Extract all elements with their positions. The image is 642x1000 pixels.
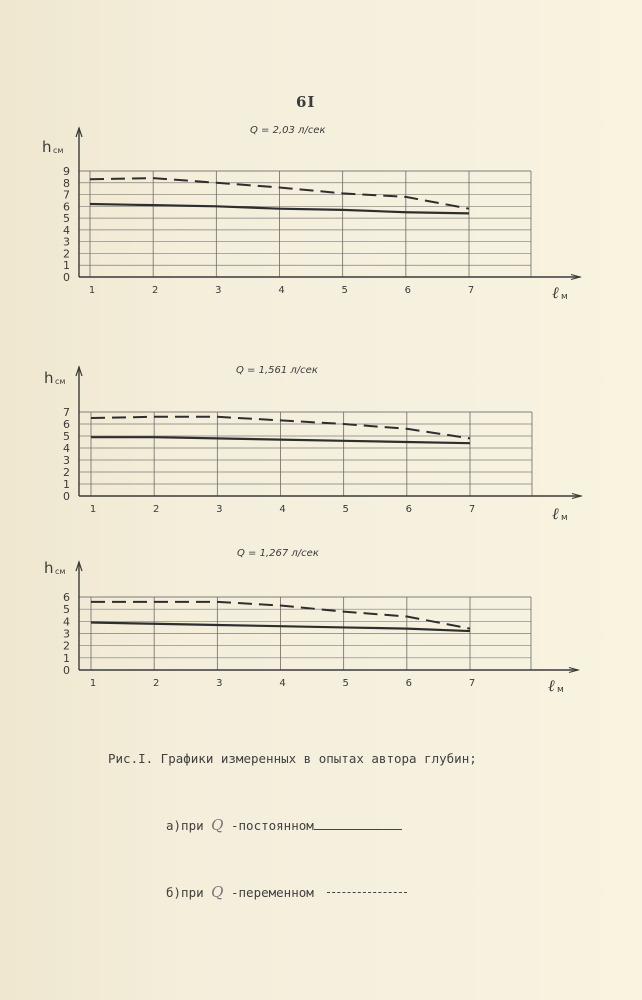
figure-caption (108, 704, 477, 948)
y-tick-label: 2 (63, 466, 70, 479)
y-tick-label: 3 (63, 454, 70, 467)
legend-item-variable (108, 881, 477, 904)
x-tick-label: 1 (88, 285, 96, 296)
x-tick-label: 3 (215, 285, 222, 296)
y-tick-label: 0 (63, 490, 70, 503)
x-tick-label: 5 (341, 285, 348, 296)
y-axis-unit: см (55, 567, 66, 576)
y-tick-label: 6 (63, 200, 70, 214)
x-tick-label: 2 (152, 678, 160, 689)
x-tick-label: 7 (468, 678, 476, 689)
chart-title: Q = 2,03 л/сек (250, 125, 326, 136)
legend-solid-line-icon (314, 829, 402, 830)
x-tick-label: 3 (216, 678, 223, 689)
caption-b-prefix: б)при (166, 885, 212, 900)
x-tick-label: 5 (342, 504, 349, 515)
y-tick-label: 4 (63, 615, 70, 629)
y-axis-label: h (42, 138, 52, 156)
y-axis-unit: см (55, 377, 66, 386)
x-axis-label: ℓ (552, 504, 559, 523)
x-axis-label: ℓ (552, 283, 559, 302)
legend-item-constant (108, 814, 477, 837)
caption-a-prefix: а)при (166, 818, 212, 833)
page-number: 6I (296, 93, 316, 111)
y-axis-label: h (44, 369, 54, 387)
x-axis-unit: м (561, 513, 568, 523)
y-tick-label: 7 (63, 188, 70, 202)
y-tick-label: 9 (63, 165, 70, 178)
y-tick-label: 0 (63, 271, 70, 284)
y-tick-label: 5 (63, 430, 70, 443)
y-tick-label: 1 (63, 651, 70, 665)
y-tick-label: 3 (63, 627, 70, 641)
y-tick-label: 2 (63, 639, 70, 653)
y-axis-unit: см (53, 146, 64, 155)
chart-title: Q = 1,267 л/сек (237, 548, 319, 559)
y-tick-label: 4 (63, 442, 70, 455)
x-tick-label: 6 (405, 678, 413, 689)
y-tick-label: 4 (63, 223, 70, 237)
x-tick-label: 6 (405, 504, 413, 515)
caption-title: Рис.I. Графики измеренных в опытах автора глубин; (108, 751, 477, 766)
x-tick-label: 4 (278, 285, 285, 296)
x-tick-label: 1 (89, 678, 97, 689)
x-axis-unit: м (557, 685, 564, 695)
y-tick-label: 6 (63, 591, 70, 604)
q-symbol: Q (211, 883, 224, 901)
y-tick-label: 5 (63, 212, 70, 226)
legend-dashed-line-icon (327, 892, 407, 893)
x-tick-label: 7 (467, 285, 475, 296)
caption-b-text: -переменном (223, 885, 322, 900)
x-tick-label: 1 (89, 504, 97, 515)
y-tick-label: 1 (63, 259, 70, 273)
x-tick-label: 3 (216, 504, 223, 515)
y-tick-label: 5 (63, 603, 70, 617)
x-tick-label: 6 (404, 285, 412, 296)
chart-title: Q = 1,561 л/сек (236, 365, 318, 376)
x-tick-label: 5 (342, 678, 349, 689)
y-tick-label: 0 (63, 664, 70, 677)
y-tick-label: 8 (63, 176, 70, 190)
x-tick-label: 2 (152, 504, 160, 515)
x-tick-label: 4 (279, 504, 286, 515)
q-symbol: Q (211, 816, 224, 834)
y-tick-label: 7 (63, 406, 70, 419)
caption-a-text: -постоянном (223, 818, 314, 833)
x-tick-label: 7 (468, 504, 476, 515)
y-tick-label: 6 (63, 418, 70, 431)
y-tick-label: 2 (63, 247, 70, 261)
x-tick-label: 2 (151, 285, 159, 296)
x-axis-label: ℓ (548, 676, 555, 695)
y-tick-label: 3 (63, 235, 70, 249)
y-tick-label: 1 (63, 478, 70, 491)
x-tick-label: 4 (279, 678, 286, 689)
y-axis-label: h (44, 559, 54, 577)
x-axis-unit: м (561, 292, 568, 302)
